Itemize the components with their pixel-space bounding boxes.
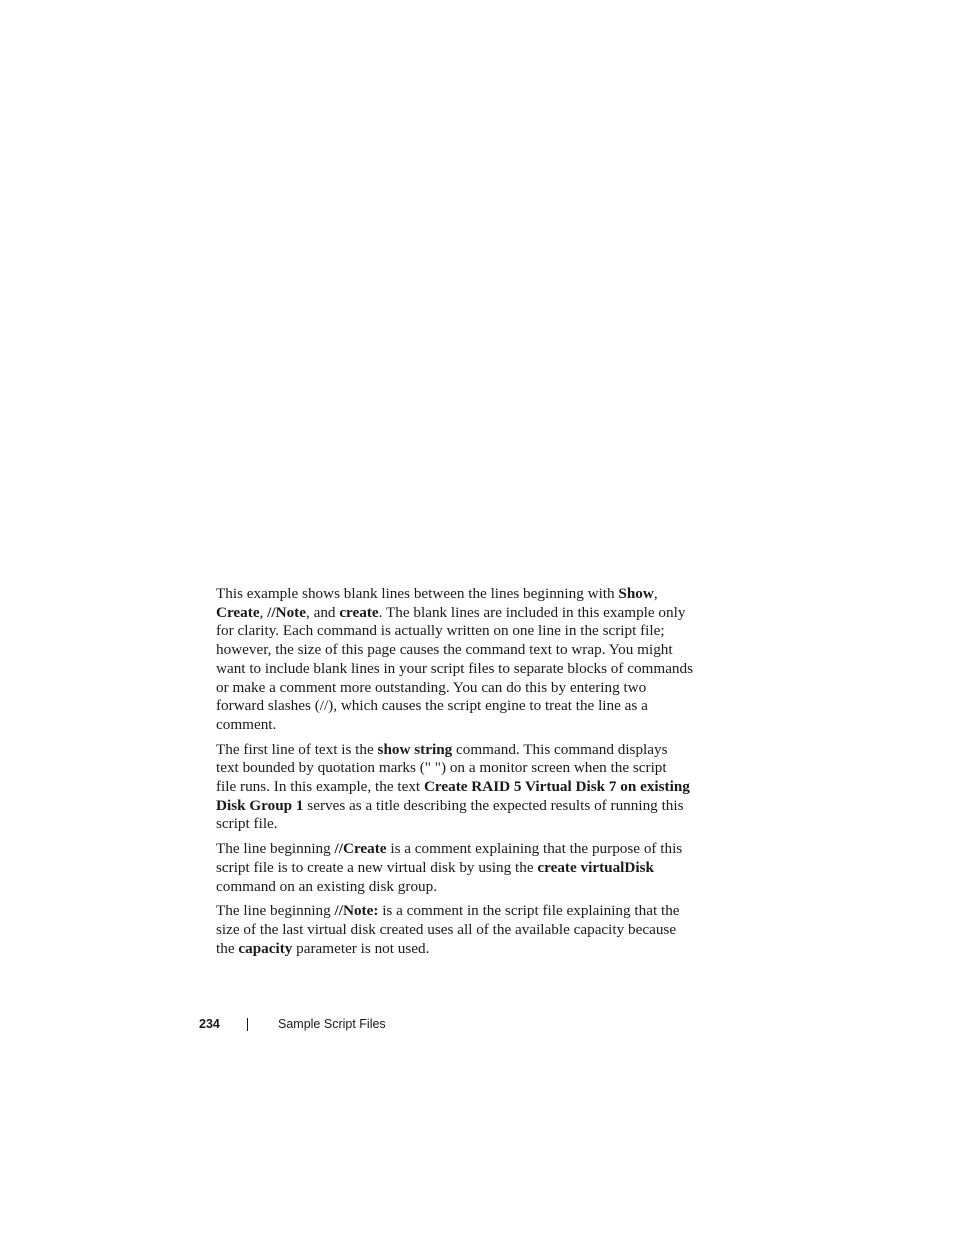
text-run: The line beginning — [216, 840, 335, 858]
text-run: is a comment in the script file explaining that the — [378, 902, 680, 920]
text-run: is a comment explaining that the purpose of this — [386, 840, 683, 858]
text-run: however, the size of this page causes the command text to wrap. You might — [216, 641, 673, 659]
bold-term: //Note — [267, 603, 306, 621]
bold-term: create virtualDisk — [537, 858, 654, 876]
text-run: text bounded by quotation marks (" ") on a monitor screen when the script — [216, 759, 667, 777]
text-run: , — [259, 603, 268, 621]
text-run: serves as a title describing the expected results of running this — [303, 796, 684, 814]
paragraph — [216, 741, 716, 835]
text-run: command on an existing disk group. — [216, 877, 438, 895]
bold-term: capacity — [238, 939, 293, 957]
text-run: size of the last virtual disk created uses all of the available capacity because — [216, 920, 677, 938]
bold-term: Create — [216, 603, 260, 621]
footer-section-title: Sample Script Files — [278, 1017, 386, 1031]
text-run: parameter is not used. — [292, 939, 430, 957]
text-run: the — [216, 939, 239, 957]
text-run: script file is to create a new virtual disk by using the — [216, 858, 538, 876]
text-run: comment. — [216, 715, 277, 733]
text-run: The line beginning — [216, 902, 335, 920]
text-run: The first line of text is the — [216, 740, 378, 758]
paragraph — [216, 902, 716, 958]
bold-term: //Create — [334, 840, 387, 858]
text-run: . The blank lines are included in this example only — [378, 603, 686, 621]
bold-term: show string — [377, 740, 453, 758]
paragraph — [216, 840, 716, 896]
paragraph — [216, 585, 716, 735]
text-run: file runs. In this example, the text — [216, 778, 424, 796]
text-run: , and — [305, 603, 340, 621]
bold-term: create — [339, 603, 379, 621]
text-run: forward slashes (//), which causes the script engine to treat the line as a — [216, 697, 648, 715]
text-run: This example shows blank lines between the lines beginning with — [216, 585, 619, 602]
text-run: command. This command displays — [452, 740, 668, 758]
footer-separator — [247, 1018, 248, 1031]
bold-term: Show — [618, 585, 654, 602]
text-run: , — [653, 585, 658, 602]
text-run: script file. — [216, 815, 278, 833]
text-run: or make a comment more outstanding. You can do this by entering two — [216, 678, 647, 696]
body-text — [216, 585, 716, 964]
text-run: for clarity. Each command is actually written on one line in the script file; — [216, 622, 665, 640]
page-number: 234 — [199, 1017, 220, 1031]
bold-term: Create RAID 5 Virtual Disk 7 on existing — [423, 778, 690, 796]
bold-term: Disk Group 1 — [216, 796, 304, 814]
bold-term: //Note: — [334, 902, 379, 920]
text-run: want to include blank lines in your script files to separate blocks of commands — [216, 659, 694, 677]
